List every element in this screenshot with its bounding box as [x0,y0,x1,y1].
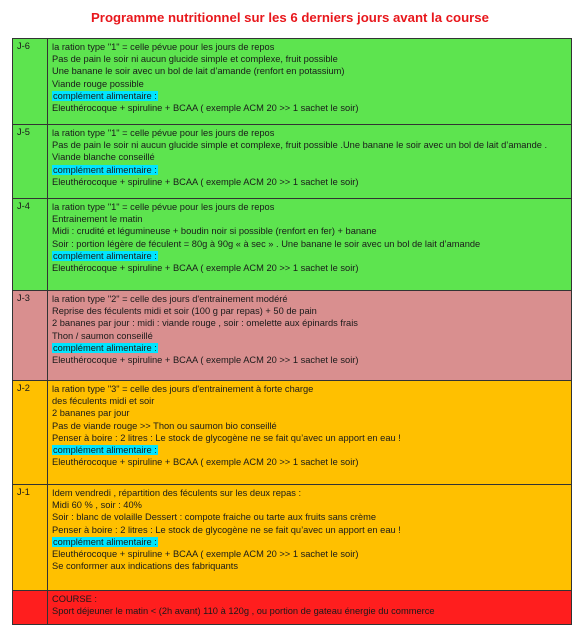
plan-line: 2 bananes par jour [52,408,130,419]
day-label [13,591,48,625]
plan-line: Entrainement le matin [52,214,143,225]
day-plan [48,125,572,199]
day-plan [48,485,572,591]
day-plan [48,381,572,485]
plan-line: Eleuthérocoque + spiruline + BCAA ( exemple ACM 20 >> 1 sachet le soir) [52,549,359,560]
plan-line: Eleuthérocoque + spiruline + BCAA ( exemple ACM 20 >> 1 sachet le soir) [52,263,359,274]
page-title: Programme nutritionnel sur les 6 derniers jours avant la course [91,10,489,25]
day-row [13,381,572,485]
plan-line: la ration type "1" = celle pévue pour les jours de repos [52,128,275,138]
plan-line: Eleuthérocoque + spiruline + BCAA ( exemple ACM 20 >> 1 sachet le soir) [52,103,359,114]
plan-line: Eleuthérocoque + spiruline + BCAA ( exemple ACM 20 >> 1 sachet le soir) [52,355,359,366]
day-label: J-5 [13,125,48,199]
plan-line: Penser à boire : 2 litres : Le stock de glycogène ne se fait qu’avec un apport en eau ! [52,524,401,535]
plan-line: 2 bananes par jour : midi : viande rouge , soir : omelette aux épinards frais [52,318,358,329]
day-row [13,591,572,625]
day-label: J-3 [13,291,48,381]
plan-line: la ration type "2" = celle des jours d'entrainement modéré [52,294,288,304]
day-row [13,485,572,591]
plan-line: Midi 60 % , soir : 40% [52,500,142,511]
plan-line: COURSE : [52,594,97,604]
plan-line: Thon / saumon conseillé [52,330,153,341]
day-plan [48,291,572,381]
day-plan [48,39,572,125]
plan-line: Idem vendredi , répartition des féculents sur les deux repas : [52,488,302,498]
plan-line: Pas de pain le soir ni aucun glucide simple et complexe, fruit possible .Une banane le soir avec un bol de lait d’amande . [52,140,548,151]
plan-line: Une banane le soir avec un bol de lait d’amande (renfort en potassium) [52,66,345,77]
plan-line: la ration type "1" = celle pévue pour les jours de repos [52,42,275,52]
plan-line: Se conformer aux indications des fabriquants [52,561,239,572]
day-plan [48,591,572,625]
day-label: J-1 [13,485,48,591]
plan-line: Midi : crudité et légumineuse + boudin noir si possible (renfort en fer) + banane [52,226,377,237]
nutrition-table [12,38,572,625]
supplement-heading: complément alimentaire : [53,164,157,175]
day-label: J-4 [13,199,48,291]
plan-line: Viande rouge possible [52,78,144,89]
plan-line: Penser à boire : 2 litres : Le stock de glycogène ne se fait qu’avec un apport en eau ! [52,432,401,443]
plan-line: Soir : blanc de volaille Dessert : compote fraiche ou tarte aux fruits sans crème [52,512,376,523]
day-row [13,125,572,199]
plan-line: Pas de viande rouge >> Thon ou saumon bio conseillé [52,420,277,431]
plan-line: la ration type "3" = celle des jours d'entrainement à forte charge [52,384,314,394]
supplement-heading: complément alimentaire : [53,342,157,353]
day-plan [48,199,572,291]
plan-line: Eleuthérocoque + spiruline + BCAA ( exemple ACM 20 >> 1 sachet le soir) [52,457,359,468]
plan-line: Sport déjeuner le matin < (2h avant) 110 à 120g , ou portion de gateau énergie du commerce [52,606,435,617]
day-row [13,199,572,291]
day-label: J-6 [13,39,48,125]
day-label: J-2 [13,381,48,485]
supplement-heading: complément alimentaire : [53,536,157,547]
day-row [13,291,572,381]
plan-line: des féculents midi et soir [52,396,155,407]
plan-line: Eleuthérocoque + spiruline + BCAA ( exemple ACM 20 >> 1 sachet le soir) [52,176,359,187]
plan-line: Reprise des féculents midi et soir (100 g par repas) + 50 de pain [52,306,317,317]
supplement-heading: complément alimentaire : [53,250,157,261]
plan-line: Pas de pain le soir ni aucun glucide simple et complexe, fruit possible [52,54,338,65]
day-row [13,39,572,125]
plan-line: Soir : portion légère de féculent = 80g à 90g « à sec » . Une banane le soir avec un bol de lait d’amande [52,238,481,249]
plan-line: la ration type "1" = celle pévue pour les jours de repos [52,202,275,212]
supplement-heading: complément alimentaire : [53,445,157,456]
plan-line: Viande blanche conseillé [52,152,155,163]
supplement-heading: complément alimentaire : [53,90,157,101]
